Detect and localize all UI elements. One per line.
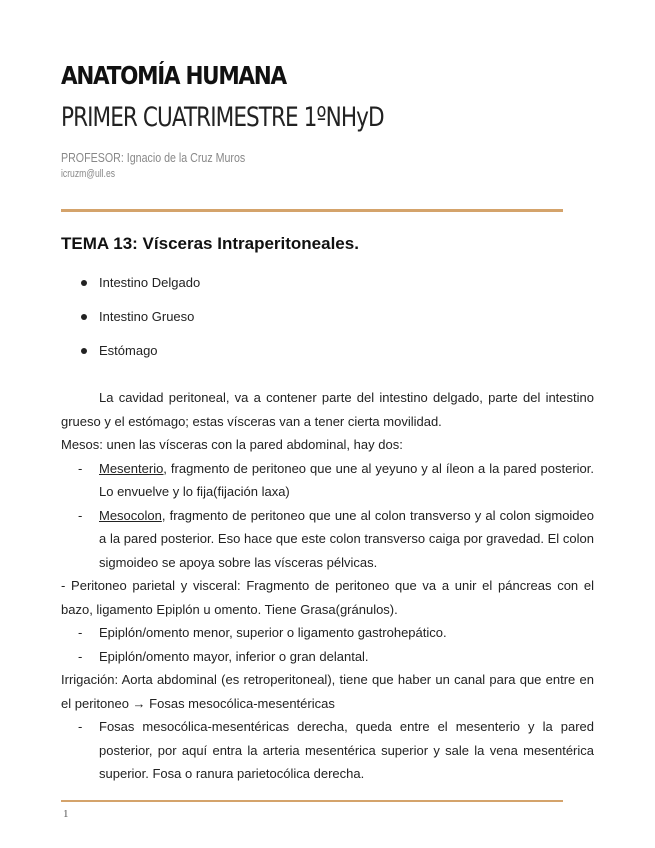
dash-marker: - [78, 625, 83, 640]
dash-item-epiplon-mayor: - Epiplón/omento mayor, inferior o gran delantal. [61, 645, 594, 669]
term-mesocolon: Mesocolon [99, 507, 162, 523]
dash-item-epiplon-menor: - Epiplón/omento menor, superior o ligamento gastrohepático. [61, 621, 594, 645]
dash-marker: - [78, 648, 83, 664]
list-item: Estómago [61, 339, 200, 373]
professor-email: icruzm@ull.es [61, 168, 116, 180]
dash-item-mesocolon: - Mesocolon, fragmento de peritoneo que une al colon transverso y al colon sigmoideo a la pared posterior. Eso hace que este colon transverso caiga por gravedad. El colon sigmoideo se apoya sobre las vísceras pélvicas. [61, 504, 594, 575]
dash-marker: - [78, 719, 83, 734]
intro-paragraph: La cavidad peritoneal, va a contener parte del intestino delgado, parte del intestino grueso y el estómago; estas vísceras van a tener cierta movilidad. [61, 390, 594, 429]
page-number: 1 [63, 808, 69, 820]
list-item: Intestino Delgado [61, 271, 200, 305]
dash-item-mesenterio: - Mesenterio, fragmento de peritoneo que une al yeyuno y al íleon a la pared posterior. Lo envuelve y lo fija(fijación laxa) [61, 457, 594, 504]
irrigacion-paragraph: Irrigación: Aorta abdominal (es retroperitoneal), tiene que haber un canal para que entre en el peritoneo → Fosas mesocólica-mesentéricas [61, 672, 594, 711]
bullet-icon [81, 348, 87, 354]
footer-divider [61, 800, 563, 802]
dash-marker: - [78, 507, 83, 523]
document-title: ANATOMÍA HUMANA [61, 61, 286, 90]
dash-item-fosas: - Fosas mesocólica-mesentéricas derecha, queda entre el mesenterio y la pared posterior, por aquí entra la arteria mesentérica superior y sale la vena mesentérica superior. Fosa o ranura parietocólica derecha. [61, 715, 594, 786]
bullet-icon [81, 280, 87, 286]
professor-line: PROFESOR: Ignacio de la Cruz Muros [61, 150, 246, 165]
section-heading [61, 232, 359, 256]
section-label: TEMA 13: [61, 234, 138, 253]
bullet-icon [81, 314, 87, 320]
header-divider [61, 209, 563, 212]
topic-list [61, 271, 200, 373]
section-title: Vísceras Intraperitoneales. [137, 234, 359, 253]
document-subtitle: PRIMER CUATRIMESTRE 1ºNHyD [61, 102, 384, 133]
body-text [61, 386, 594, 786]
mesos-paragraph: Mesos: unen las vísceras con la pared abdominal, hay dos: [61, 437, 403, 452]
dash-marker: - [78, 460, 83, 476]
peritoneo-paragraph: - Peritoneo parietal y visceral: Fragmento de peritoneo que va a unir el páncreas con el bazo, ligamento Epiplón u omento. Tiene Grasa(gránulos). [61, 578, 594, 617]
list-item: Intestino Grueso [61, 305, 200, 339]
term-mesenterio: Mesenterio, [99, 460, 167, 476]
